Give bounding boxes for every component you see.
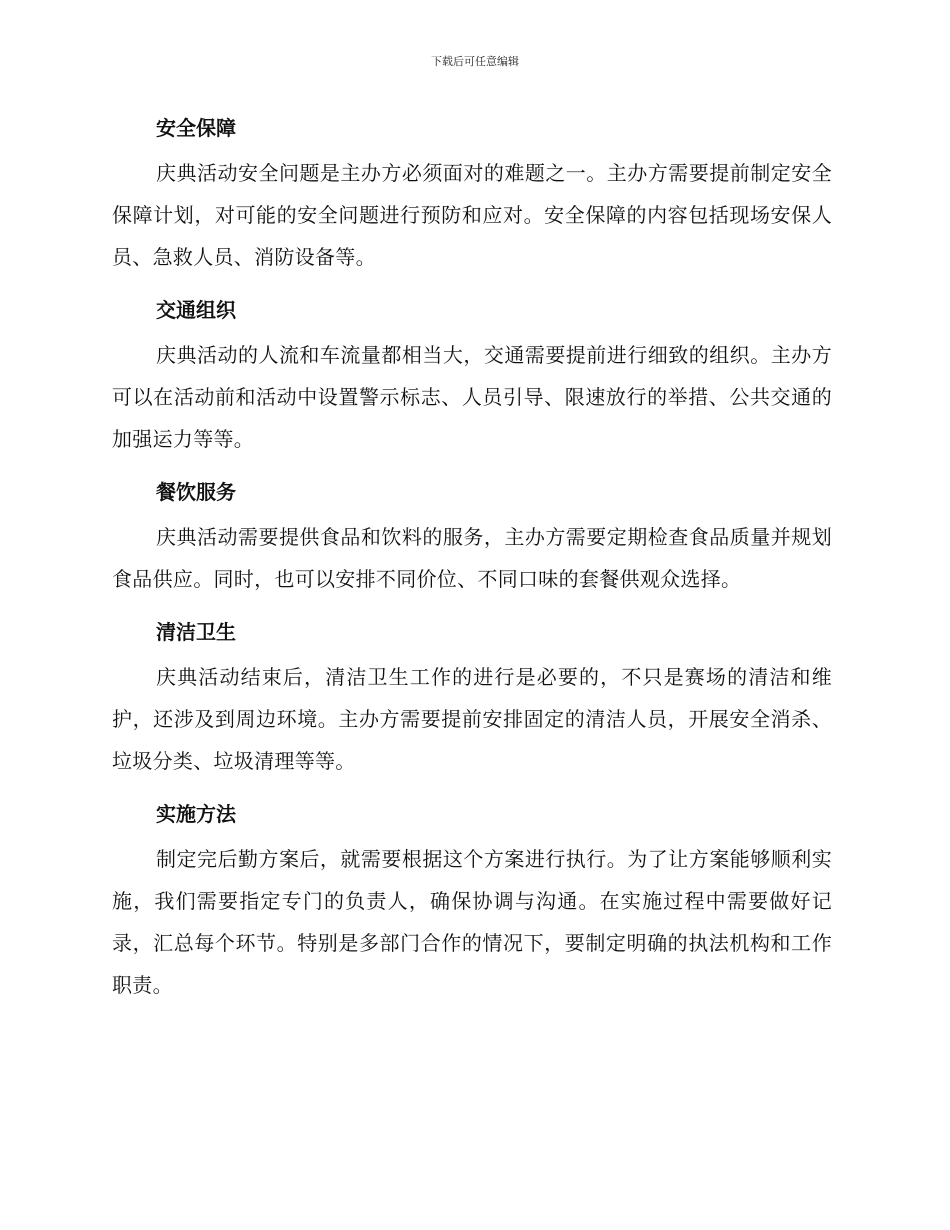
section-paragraph: 庆典活动的人流和车流量都相当大，交通需要提前进行细致的组织。主办方可以在活动前和活动中设置警示标志、人员引导、限速放行的举措、公共交通的加强运力等等。: [112, 343, 832, 451]
section-cleaning: [112, 612, 832, 782]
section-implementation: [112, 794, 832, 1006]
section-heading: 安全保障: [156, 116, 236, 140]
section-heading: 清洁卫生: [156, 620, 236, 644]
section-heading: 实施方法: [156, 802, 236, 826]
section-traffic: [112, 290, 832, 460]
section-paragraph: 庆典活动需要提供食品和饮料的服务，主办方需要定期检查食品质量并规划食品供应。同时，也可以安排不同价位、不同口味的套餐供观众选择。: [112, 525, 832, 591]
section-paragraph: 庆典活动结束后，清洁卫生工作的进行是必要的，不只是赛场的清洁和维护，还涉及到周边环境。主办方需要提前安排固定的清洁人员，开展安全消杀、垃圾分类、垃圾清理等等。: [112, 665, 832, 773]
section-heading: 交通组织: [156, 298, 236, 322]
section-heading: 餐饮服务: [156, 480, 236, 504]
section-paragraph: 制定完后勤方案后，就需要根据这个方案进行执行。为了让方案能够顺利实施，我们需要指定专门的负责人，确保协调与沟通。在实施过程中需要做好记录，汇总每个环节。特别是多部门合作的情况下，要制定明确的执法机构和工作职责。: [112, 847, 832, 997]
page-header-note: 下载后可任意编辑: [431, 55, 519, 68]
document-body: [112, 108, 832, 1018]
section-security: [112, 108, 832, 278]
section-catering: [112, 472, 832, 600]
section-paragraph: 庆典活动安全问题是主办方必须面对的难题之一。主办方需要提前制定安全保障计划，对可能的安全问题进行预防和应对。安全保障的内容包括现场安保人员、急救人员、消防设备等。: [112, 161, 832, 269]
